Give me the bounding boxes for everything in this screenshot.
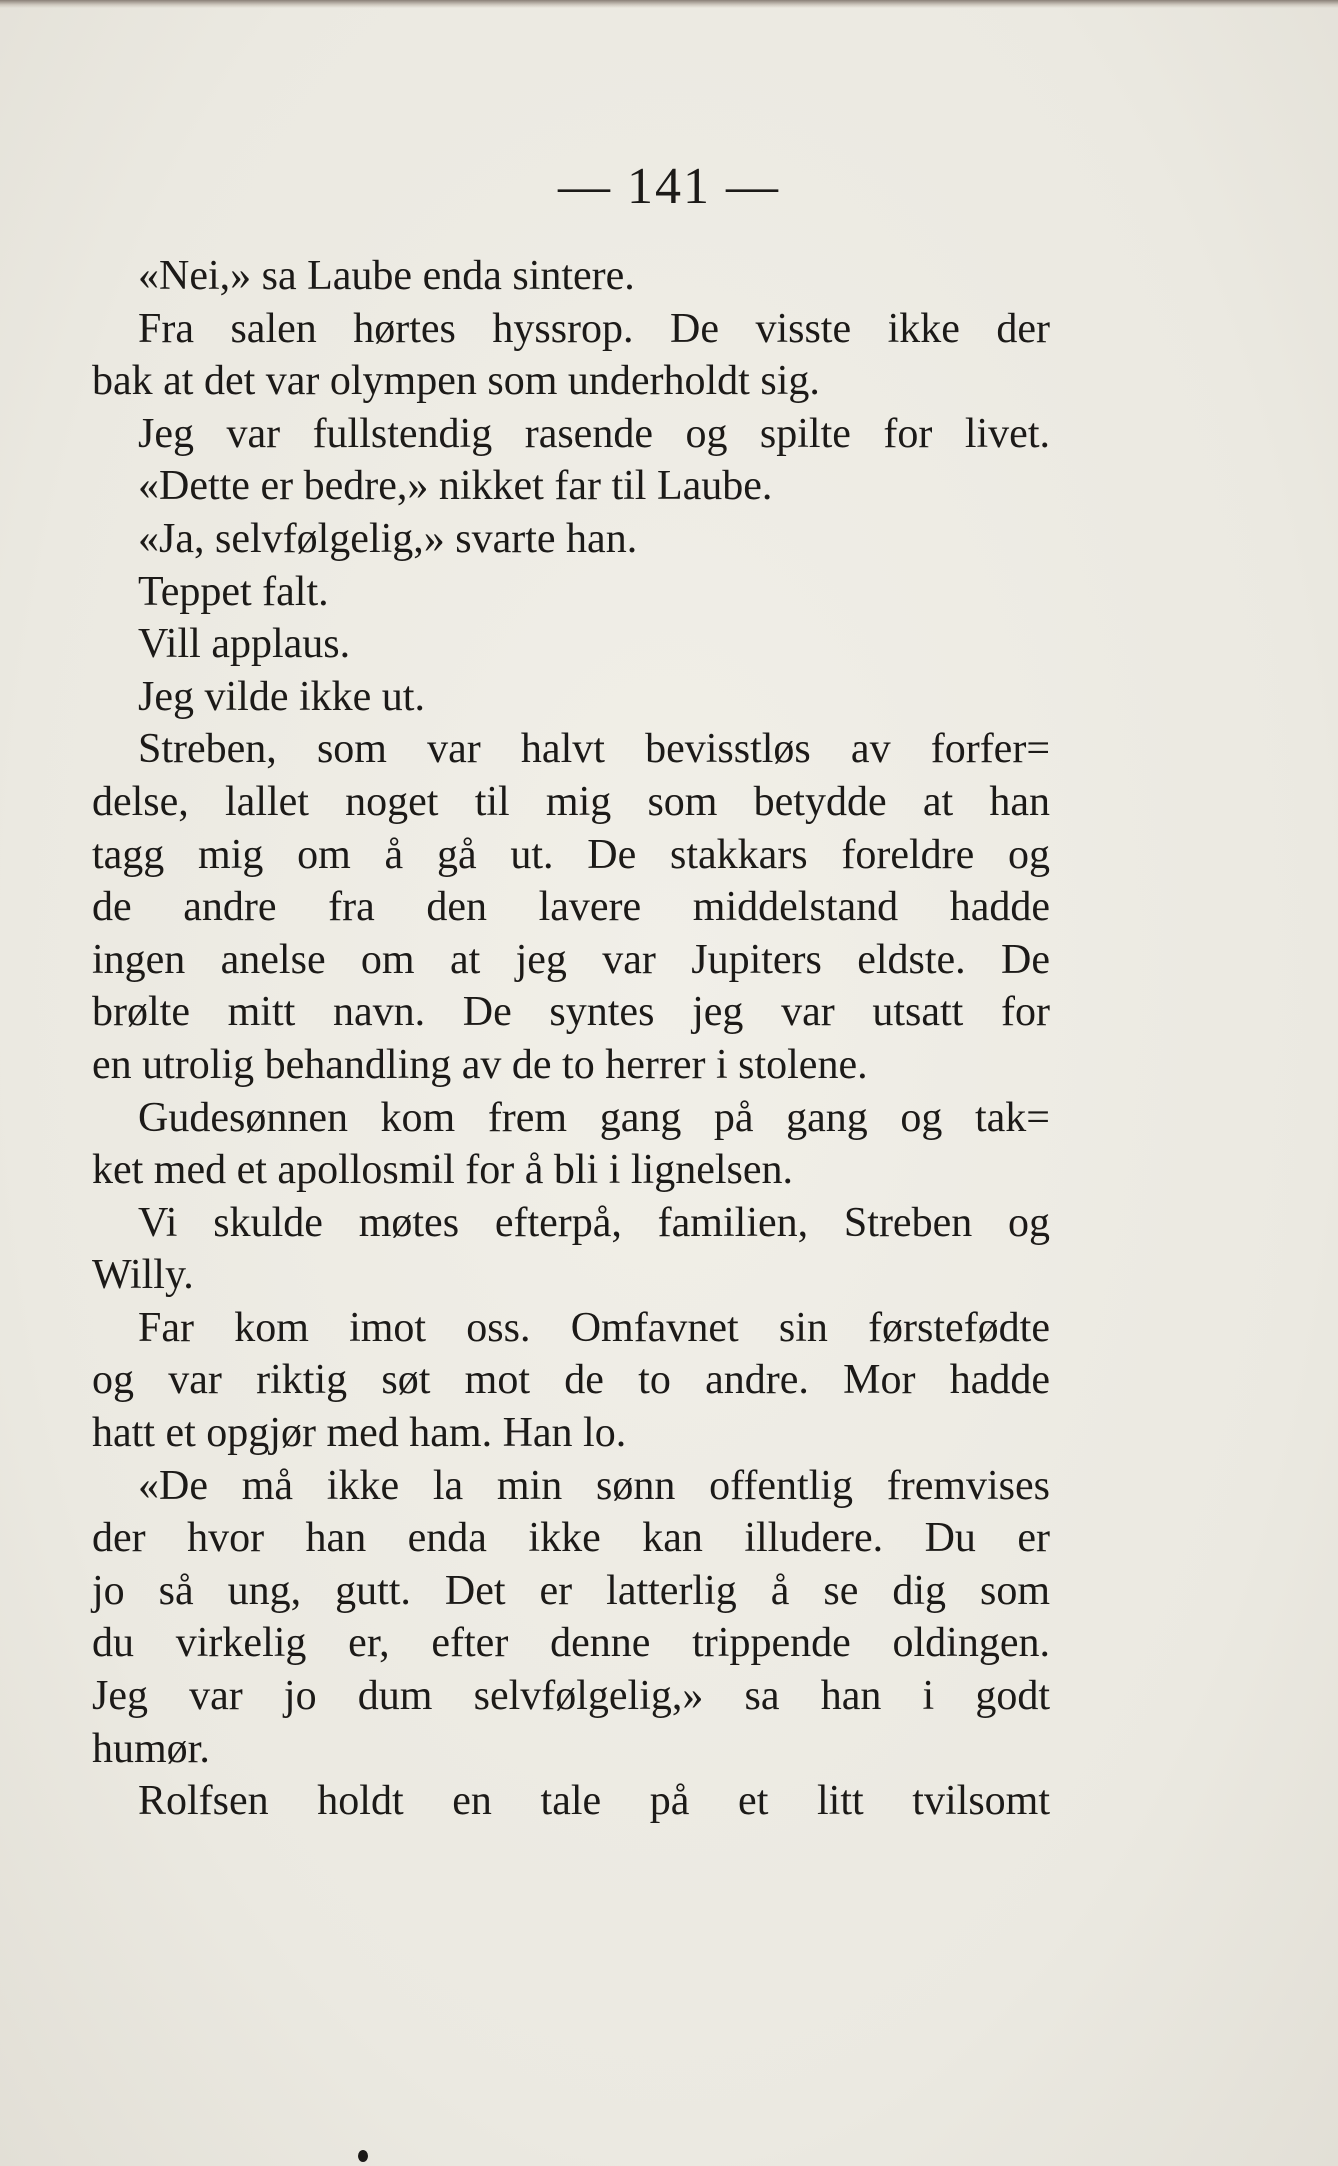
body-text <box>92 250 1050 1828</box>
text-line: Streben, som var halvt bevisstløs av forfer= <box>138 726 1050 773</box>
text-line: brølte mitt navn. De syntes jeg var utsatt for <box>92 989 1050 1036</box>
text-line: hatt et opgjør med ham. Han lo. <box>92 1410 627 1457</box>
text-line: «Ja, selvfølgelig,» svarte han. <box>138 515 638 562</box>
text-line: «De må ikke la min sønn offentlig fremvises <box>138 1462 1050 1509</box>
text-line: Jeg var fullstendig rasende og spilte for livet. <box>138 410 1050 457</box>
text-line: «Dette er bedre,» nikket far til Laube. <box>138 463 773 510</box>
text-line: Willy. <box>92 1252 194 1299</box>
text-line: de andre fra den lavere middelstand hadde <box>92 884 1050 931</box>
text-line: du virkelig er, efter denne trippende oldingen. <box>92 1620 1050 1667</box>
page-number: — 141 — <box>558 158 780 215</box>
text-line: tagg mig om å gå ut. De stakkars foreldre og <box>92 831 1050 878</box>
text-line: og var riktig søt mot de to andre. Mor hadde <box>92 1357 1050 1404</box>
text-line: Vi skulde møtes efterpå, familien, Streben og <box>138 1199 1050 1246</box>
text-line: «Nei,» sa Laube enda sintere. <box>138 253 635 299</box>
text-line: ket med et apollosmil for å bli i lignelsen. <box>92 1147 794 1194</box>
text-line: Jeg vilde ikke ut. <box>138 673 425 720</box>
text-line: Far kom imot oss. Omfavnet sin førstefødte <box>138 1304 1050 1351</box>
text-line: Vill applaus. <box>138 621 351 668</box>
text-line: Gudesønnen kom frem gang på gang og tak= <box>138 1094 1050 1141</box>
page-top-edge <box>0 0 1338 8</box>
text-line: humør. <box>92 1725 210 1772</box>
text-line: bak at det var olympen som underholdt sig. <box>92 358 820 405</box>
text-line: delse, lallet noget til mig som betydde at han <box>92 778 1050 825</box>
text-line: der hvor han enda ikke kan illudere. Du er <box>92 1515 1050 1562</box>
text-line: Teppet falt. <box>138 568 329 615</box>
text-line: en utrolig behandling av de to herrer i stolene. <box>92 1041 868 1088</box>
text-line: Fra salen hørtes hyssrop. De visste ikke der <box>138 305 1050 352</box>
text-line: ingen anelse om at jeg var Jupiters eldste. De <box>92 936 1050 983</box>
ink-speck <box>358 2150 368 2162</box>
text-line: jo så ung, gutt. Det er latterlig å se dig som <box>92 1567 1050 1614</box>
text-line: Jeg var jo dum selvfølgelig,» sa han i godt <box>92 1673 1050 1720</box>
text-line: Rolfsen holdt en tale på et litt tvilsomt <box>138 1778 1050 1825</box>
